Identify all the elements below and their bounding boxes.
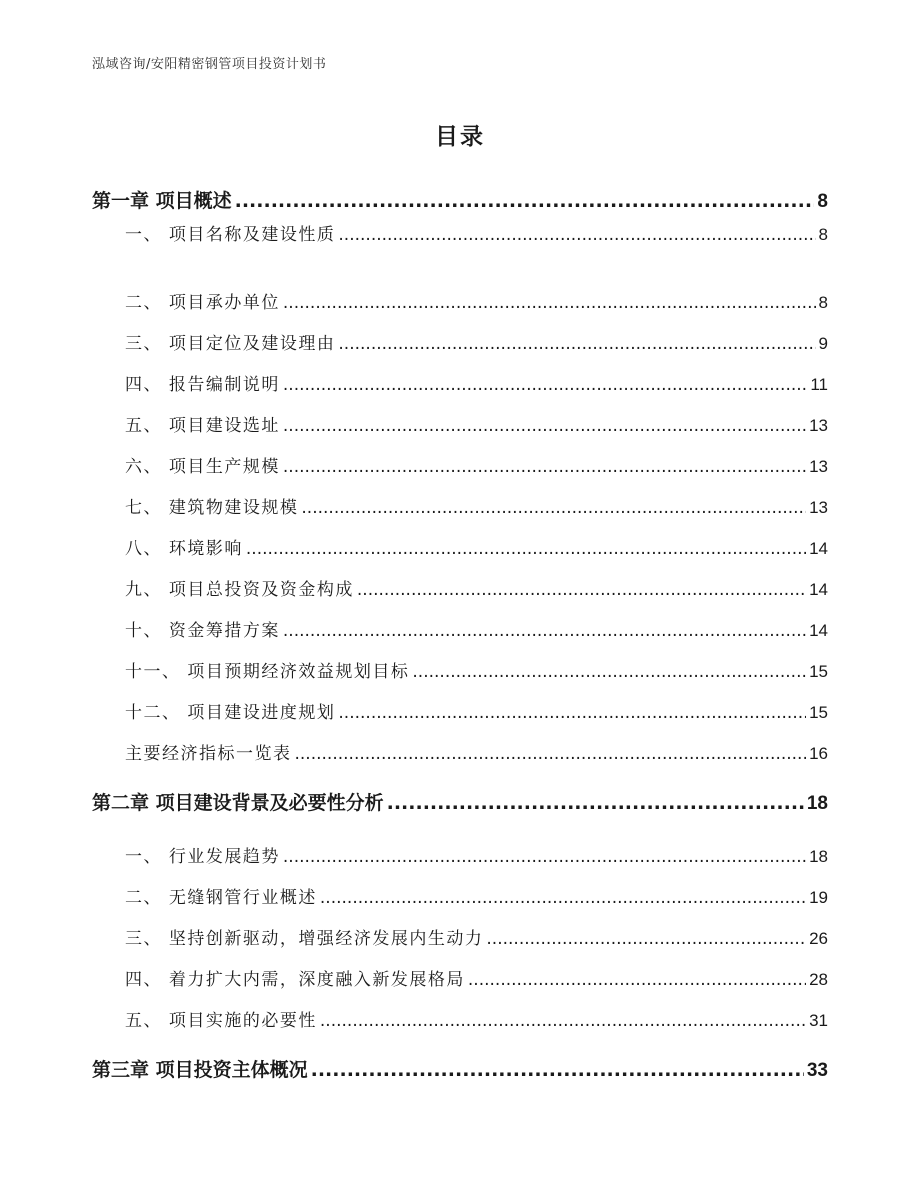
dot-leader	[283, 293, 816, 313]
dot-leader	[468, 970, 806, 990]
toc-page-number: 31	[809, 1011, 828, 1030]
dot-leader	[283, 375, 807, 395]
toc-label: 第三章 项目投资主体概况	[92, 1059, 308, 1081]
running-header: 泓域咨询/安阳精密钢管项目投资计划书	[92, 57, 327, 72]
toc-section[interactable]	[125, 452, 828, 477]
toc-section[interactable]	[125, 965, 828, 990]
toc-section[interactable]	[125, 288, 828, 313]
toc-label: 十、 资金筹措方案	[125, 621, 280, 641]
toc-section[interactable]	[125, 657, 828, 682]
dot-leader	[338, 225, 815, 245]
toc-label: 七、 建筑物建设规模	[125, 498, 299, 518]
toc-label: 五、 项目建设选址	[125, 416, 280, 436]
toc-page-number: 8	[817, 191, 828, 212]
toc-section[interactable]	[125, 220, 828, 245]
toc-page-number: 9	[818, 334, 828, 353]
toc-page-number: 14	[809, 580, 828, 599]
toc-page-number: 11	[810, 375, 828, 394]
toc-page-number: 13	[809, 416, 828, 435]
toc-label: 四、 着力扩大内需，深度融入新发展格局	[125, 970, 465, 990]
toc-label: 第一章 项目概述	[92, 190, 232, 212]
toc-section[interactable]	[125, 493, 828, 518]
toc-label: 二、 无缝钢管行业概述	[125, 888, 317, 908]
toc-section[interactable]	[125, 739, 828, 764]
toc-section[interactable]	[125, 924, 828, 949]
toc-section[interactable]	[125, 883, 828, 908]
toc-label: 十二、 项目建设进度规划	[125, 703, 336, 723]
dot-leader	[283, 457, 806, 477]
toc-page-number: 28	[809, 970, 828, 989]
toc-section[interactable]	[125, 329, 828, 354]
toc-label: 第二章 项目建设背景及必要性分析	[92, 792, 384, 814]
dot-leader	[320, 888, 806, 908]
toc-page-number: 16	[809, 744, 828, 763]
toc-label: 四、 报告编制说明	[125, 375, 280, 395]
toc-page-number: 26	[809, 929, 828, 948]
toc-section[interactable]	[125, 534, 828, 559]
toc-label: 二、 项目承办单位	[125, 293, 280, 313]
dot-leader	[486, 929, 806, 949]
toc-label: 三、 坚持创新驱动，增强经济发展内生动力	[125, 929, 484, 949]
toc-label: 三、 项目定位及建设理由	[125, 334, 336, 354]
toc-page-number: 18	[809, 847, 828, 866]
toc-chapter-3[interactable]	[92, 1055, 828, 1082]
toc-chapter-2[interactable]	[92, 788, 828, 815]
toc-section[interactable]	[125, 698, 828, 723]
toc-label: 六、 项目生产规模	[125, 457, 280, 477]
toc-page-number: 14	[809, 621, 828, 640]
dot-leader	[412, 662, 806, 682]
dot-leader	[283, 621, 806, 641]
dot-leader	[283, 847, 806, 867]
toc-section[interactable]	[125, 842, 828, 867]
toc-label: 八、 环境影响	[125, 539, 243, 559]
toc-section[interactable]	[125, 575, 828, 600]
toc-title: 目录	[435, 124, 485, 150]
toc-page-number: 13	[809, 498, 828, 517]
toc-section[interactable]	[125, 370, 828, 395]
dot-leader	[338, 334, 815, 354]
toc-label: 五、 项目实施的必要性	[125, 1011, 317, 1031]
toc-label: 一、 项目名称及建设性质	[125, 225, 336, 245]
dot-leader	[320, 1011, 806, 1031]
dot-leader	[357, 580, 806, 600]
toc-page-number: 33	[806, 1060, 828, 1081]
toc-page-number: 15	[809, 662, 828, 681]
toc-page-number: 19	[809, 888, 828, 907]
toc-page-number: 14	[809, 539, 828, 558]
dot-leader	[311, 1059, 804, 1081]
dot-leader	[387, 792, 804, 814]
toc-page-number: 18	[806, 793, 828, 814]
toc-section[interactable]	[125, 411, 828, 436]
toc-page-number: 8	[818, 293, 828, 312]
dot-leader	[246, 539, 806, 559]
toc-label: 九、 项目总投资及资金构成	[125, 580, 354, 600]
dot-leader	[338, 703, 806, 723]
toc-section[interactable]	[125, 1006, 828, 1031]
toc-page-number: 8	[818, 225, 828, 244]
toc-page-number: 15	[809, 703, 828, 722]
toc-label: 主要经济指标一览表	[125, 744, 292, 764]
dot-leader	[295, 744, 807, 764]
dot-leader	[235, 190, 815, 212]
toc-page-number: 13	[809, 457, 828, 476]
dot-leader	[301, 498, 806, 518]
toc-section[interactable]	[125, 616, 828, 641]
toc-label: 十一、 项目预期经济效益规划目标	[125, 662, 410, 682]
toc-label: 一、 行业发展趋势	[125, 847, 280, 867]
toc-chapter-1[interactable]	[92, 186, 828, 213]
dot-leader	[283, 416, 806, 436]
